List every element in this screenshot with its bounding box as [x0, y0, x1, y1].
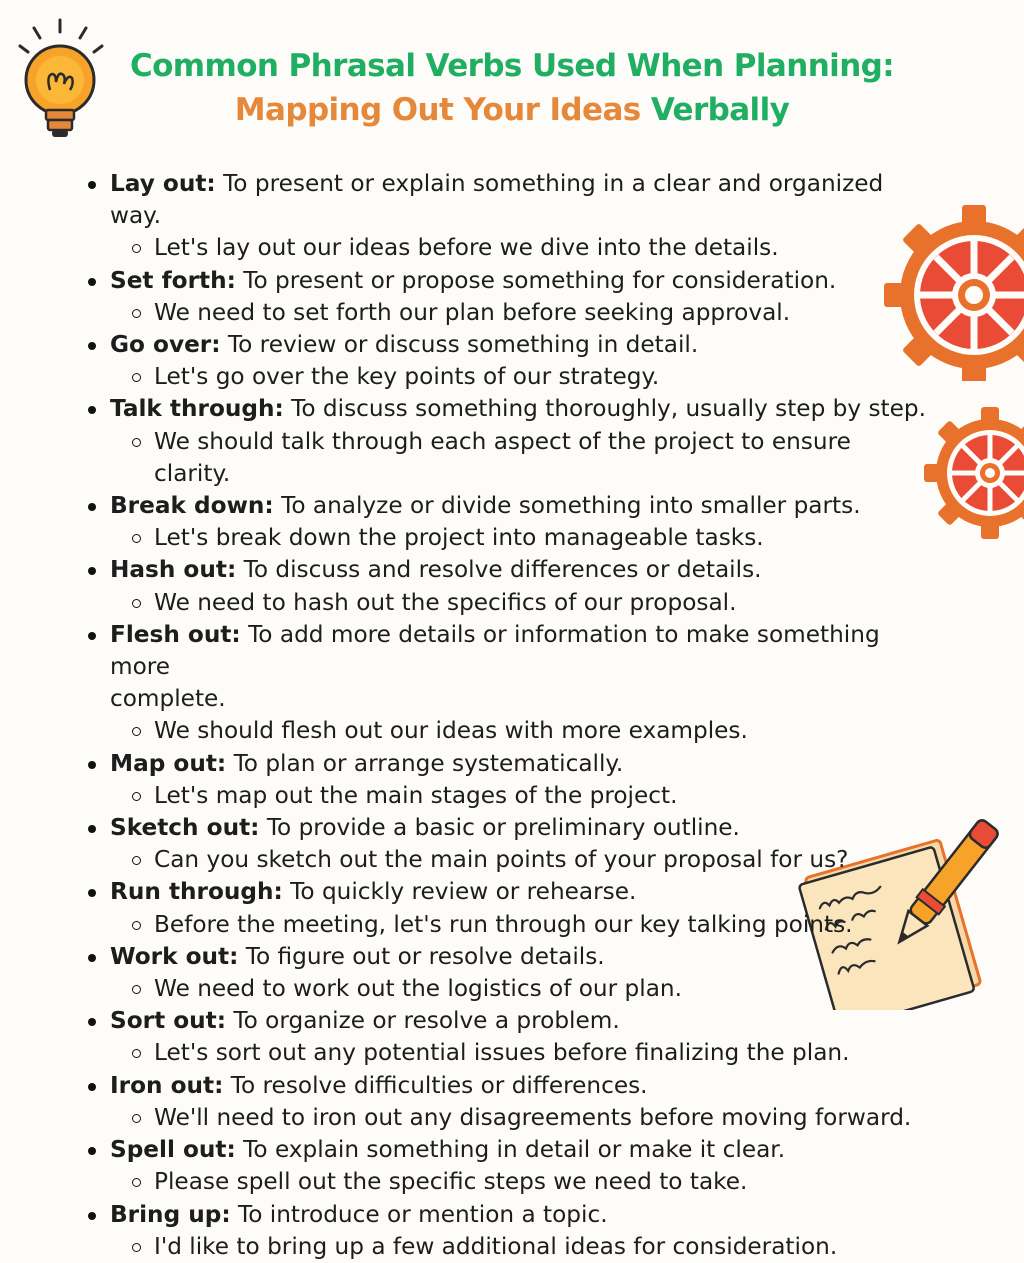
list-item	[84, 393, 934, 425]
example-sentence: Can you sketch out the main points of your proposal for us?	[84, 844, 934, 876]
phrasal-verb-term: Go over:	[110, 331, 221, 359]
list-item	[84, 619, 934, 683]
list-item	[84, 1199, 934, 1231]
title-line-1: Common Phrasal Verbs Used When Planning:	[129, 48, 895, 84]
title-line-2-orange: Mapping Out Your Ideas	[234, 92, 641, 128]
phrasal-verb-term: Break down:	[110, 492, 274, 520]
example-sentence: Let's lay out our ideas before we dive into the details.	[84, 232, 934, 264]
example-sentence: Let's map out the main stages of the project.	[84, 780, 934, 812]
phrasal-verb-definition: To plan or arrange systematically.	[233, 749, 624, 777]
list-item	[84, 941, 934, 973]
phrasal-verb-definition: To add more details or information to make something more	[110, 620, 880, 681]
list-item	[84, 876, 934, 908]
phrasal-verb-term: Work out:	[110, 942, 239, 970]
phrasal-verb-term: Sketch out:	[110, 814, 260, 842]
example-sentence: Let's go over the key points of our strategy.	[84, 361, 934, 393]
list-item	[84, 748, 934, 780]
phrasal-verb-term: Iron out:	[110, 1071, 224, 1099]
phrasal-verb-definition: To review or discuss something in detail.	[227, 331, 699, 359]
phrasal-verb-definition: To present or propose something for consideration.	[243, 266, 837, 294]
phrasal-verb-term: Lay out:	[110, 170, 216, 197]
title-line-2-green: Verbally	[650, 92, 790, 128]
phrasal-verb-term: Map out:	[110, 749, 227, 777]
phrasal-verb-list	[84, 168, 934, 1263]
phrasal-verb-term: Set forth:	[110, 266, 236, 294]
example-sentence: We need to work out the logistics of our plan.	[84, 973, 934, 1005]
phrasal-verb-term: Talk through:	[110, 395, 284, 423]
phrasal-verb-definition: To explain something in detail or make it clear.	[243, 1136, 786, 1164]
example-sentence: I'd like to bring up a few additional ideas for consideration.	[84, 1231, 934, 1263]
phrasal-verb-definition: To resolve difficulties or differences.	[230, 1071, 648, 1099]
example-sentence: We should talk through each aspect of the project to ensure clarity.	[84, 426, 934, 490]
phrasal-verb-term: Flesh out:	[110, 620, 241, 648]
phrasal-verb-definition-continued: complete.	[110, 685, 226, 713]
phrasal-verb-term: Bring up:	[110, 1200, 231, 1228]
list-item	[84, 168, 934, 232]
gear-icon	[924, 405, 1024, 545]
phrasal-verb-definition: To discuss and resolve differences or details.	[243, 556, 762, 584]
phrasal-verb-definition: To provide a basic or preliminary outline.	[266, 814, 740, 842]
list-item	[84, 1134, 934, 1166]
phrasal-verb-definition: To introduce or mention a topic.	[238, 1200, 608, 1228]
phrasal-verb-definition: To discuss something thoroughly, usually step by step.	[291, 395, 926, 423]
list-item	[84, 265, 934, 297]
phrasal-verb-term: Hash out:	[110, 556, 237, 584]
example-sentence: We'll need to iron out any disagreements before moving forward.	[84, 1102, 934, 1134]
phrasal-verb-definition: To figure out or resolve details.	[245, 942, 605, 970]
phrasal-verb-term: Sort out:	[110, 1007, 227, 1035]
example-sentence: We need to hash out the specifics of our proposal.	[84, 587, 934, 619]
page-title	[0, 44, 1024, 132]
example-sentence: Let's break down the project into manageable tasks.	[84, 522, 934, 554]
example-sentence: Before the meeting, let's run through our key talking points.	[84, 909, 934, 941]
list-item	[84, 1005, 934, 1037]
phrasal-verb-definition: To present or explain something in a clear and organized way.	[110, 170, 884, 230]
list-item	[84, 490, 934, 522]
phrasal-verb-definition: To quickly review or rehearse.	[290, 878, 637, 906]
list-item	[84, 329, 934, 361]
phrasal-verb-definition: To analyze or divide something into smaller parts.	[281, 492, 861, 520]
list-item	[84, 812, 934, 844]
list-item	[84, 1070, 934, 1102]
phrasal-verb-term: Spell out:	[110, 1136, 236, 1164]
phrasal-verb-term: Run through:	[110, 878, 283, 906]
title-line-2	[0, 88, 1024, 132]
list-item	[84, 554, 934, 586]
example-sentence: We need to set forth our plan before seeking approval.	[84, 297, 934, 329]
phrasal-verb-definition: To organize or resolve a problem.	[233, 1007, 620, 1035]
example-sentence: Please spell out the specific steps we need to take.	[84, 1166, 934, 1198]
example-sentence: We should flesh out our ideas with more examples.	[84, 715, 934, 747]
example-sentence: Let's sort out any potential issues before finalizing the plan.	[84, 1037, 934, 1069]
